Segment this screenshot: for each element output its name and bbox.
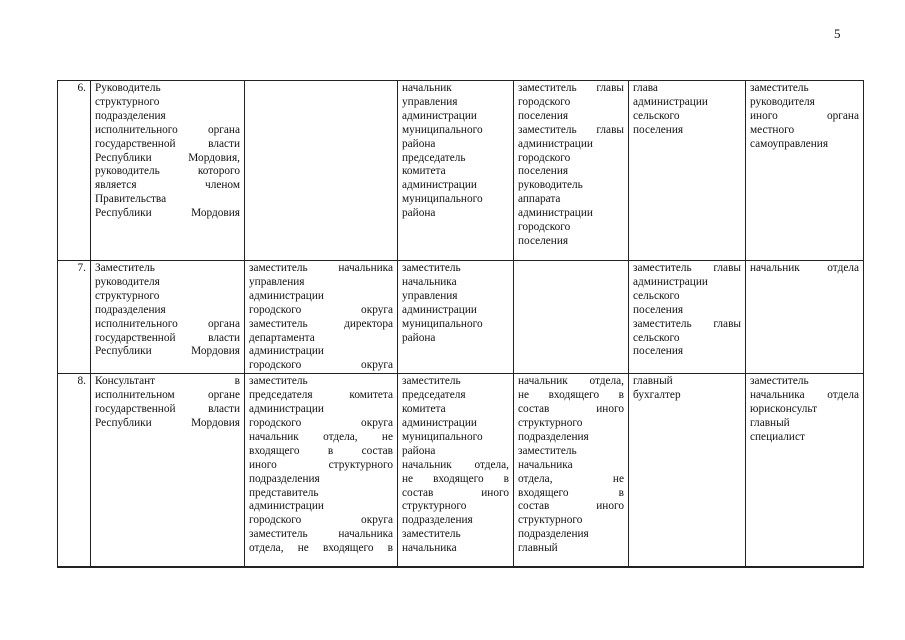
- cell-text-line: главный: [518, 542, 558, 555]
- cell-text-line: бухгалтер: [633, 389, 681, 402]
- table-cell: [398, 261, 514, 374]
- page-number: 5: [834, 26, 841, 41]
- table-cell: [398, 81, 514, 261]
- cell-text-line: поселения: [518, 234, 569, 247]
- cell-text-line: подразделения: [518, 528, 589, 541]
- cell-text-line: Республики Мордовия: [95, 416, 240, 429]
- cell-text-line: самоуправления: [750, 137, 829, 150]
- cell-text-line: администрации: [249, 403, 324, 416]
- row-number: 6.: [58, 81, 91, 261]
- cell-text-line: исполнительном органе: [95, 389, 240, 402]
- cell-text-line: состав иного: [402, 486, 509, 499]
- cell-text-line: городского: [518, 221, 571, 234]
- cell-text-line: района: [402, 207, 436, 220]
- cell-text-line: входящего в: [518, 486, 624, 499]
- cell-text-line: подразделения: [518, 430, 589, 443]
- cell-text-line: заместитель: [750, 375, 809, 388]
- cell-text-line: департамента: [249, 331, 315, 344]
- cell-text-line: городского: [518, 95, 571, 108]
- cell-text-line: государственной власти: [95, 403, 240, 416]
- cell-text-line: не входящего в: [518, 389, 624, 402]
- cell-text-line: председателя комитета: [249, 389, 393, 402]
- cell-text-line: заместитель начальника: [249, 262, 393, 274]
- cell-text-line: администрации: [249, 500, 324, 513]
- cell-text-line: городского округа: [249, 514, 393, 527]
- cell-text-line: начальник отдела, не: [249, 430, 393, 443]
- cell-text-line: заместитель: [249, 375, 308, 388]
- cell-text-line: района: [402, 331, 436, 344]
- cell-text-line: района: [402, 444, 436, 457]
- table-cell: [514, 81, 629, 261]
- cell-text-line: отдела, не: [518, 472, 624, 485]
- cell-text-line: Республики Мордовия: [95, 345, 240, 358]
- cell-text-line: администрации: [518, 137, 593, 150]
- cell-text-line: начальник: [402, 82, 452, 94]
- cell-text-line: главный: [750, 416, 790, 429]
- row-number: 7.: [58, 261, 91, 374]
- cell-text-line: заместитель главы: [633, 262, 741, 274]
- cell-text-line: иного органа: [750, 109, 859, 122]
- cell-text-line: руководителя: [95, 275, 160, 288]
- cell-text-line: исполнительного органа: [95, 317, 240, 330]
- cell-text-line: городского округа: [249, 303, 393, 316]
- cell-text-line: заместитель главы: [518, 82, 624, 94]
- cell-text-line: глава: [633, 82, 658, 94]
- cell-text-line: муниципального: [402, 430, 483, 443]
- cell-text-line: состав иного: [518, 403, 624, 416]
- positions-table: [57, 80, 864, 568]
- cell-text-line: иного структурного: [249, 458, 393, 471]
- cell-text-line: муниципального: [402, 317, 483, 330]
- cell-text-line: заместитель: [402, 375, 461, 388]
- cell-text-line: сельского: [633, 289, 680, 302]
- table-cell: [514, 374, 629, 568]
- cell-text-line: структурного: [95, 289, 160, 302]
- cell-text-line: Республики Мордовия,: [95, 151, 240, 164]
- cell-text-line: начальник отдела,: [402, 458, 509, 471]
- cell-text-line: администрации: [402, 179, 477, 192]
- cell-text-line: председатель: [402, 151, 466, 164]
- cell-text-line: заместитель начальника: [249, 528, 393, 541]
- cell-text-line: администрации: [402, 416, 477, 429]
- cell-text-line: комитета: [402, 165, 446, 178]
- table-cell: [746, 261, 864, 374]
- cell-text-line: поселения: [518, 109, 569, 122]
- cell-text-line: Правительства: [95, 193, 167, 206]
- cell-text-line: отдела, не входящего в: [249, 542, 393, 555]
- cell-text-line: руководитель: [518, 179, 583, 192]
- cell-text-line: главный: [633, 375, 673, 388]
- table-row: [58, 261, 864, 374]
- cell-text-line: аппарата: [518, 193, 561, 206]
- table-cell: [629, 374, 746, 568]
- cell-text-line: исполнительного органа: [95, 123, 240, 136]
- cell-text-line: поселения: [633, 123, 684, 136]
- table-cell: [629, 81, 746, 261]
- cell-text-line: входящего в состав: [249, 444, 393, 457]
- cell-text-line: подразделения: [249, 472, 320, 485]
- table-cell: [746, 374, 864, 568]
- cell-text-line: начальник отдела,: [518, 375, 624, 388]
- cell-text-line: не входящего в: [402, 472, 509, 485]
- table-cell: [245, 81, 398, 261]
- cell-text-line: поселения: [633, 303, 684, 316]
- cell-text-line: состав иного: [518, 500, 624, 513]
- cell-text-line: городского округа: [249, 359, 393, 372]
- cell-text-line: структурного: [518, 416, 583, 429]
- cell-text-line: структурного: [402, 500, 467, 513]
- cell-text-line: начальника: [402, 275, 457, 288]
- cell-text-line: поселения: [633, 345, 684, 358]
- table-cell: [91, 81, 245, 261]
- cell-text-line: поселения: [518, 165, 569, 178]
- cell-text-line: администрации: [402, 109, 477, 122]
- cell-text-line: заместитель главы: [518, 123, 624, 136]
- table-cell: [245, 374, 398, 568]
- cell-text-line: муниципального: [402, 123, 483, 136]
- cell-text-line: администрации: [249, 345, 324, 358]
- cell-text-line: администрации: [633, 95, 708, 108]
- table-row: [58, 374, 864, 568]
- table-cell: [91, 374, 245, 568]
- cell-text-line: сельского: [633, 331, 680, 344]
- table-cell: [746, 81, 864, 261]
- table-cell: [91, 261, 245, 374]
- table-cell: [629, 261, 746, 374]
- cell-text-line: заместитель: [402, 528, 461, 541]
- cell-text-line: подразделения: [402, 514, 473, 527]
- cell-text-line: администрации: [518, 207, 593, 220]
- cell-text-line: администрации: [633, 275, 708, 288]
- cell-text-line: комитета: [402, 403, 446, 416]
- table-cell: [398, 374, 514, 568]
- cell-text-line: управления: [249, 275, 305, 288]
- cell-text-line: начальника отдела: [750, 389, 859, 402]
- cell-text-line: руководителя: [750, 95, 815, 108]
- cell-text-line: Консультант в: [95, 375, 240, 388]
- cell-text-line: сельского: [633, 109, 680, 122]
- cell-text-line: городского округа: [249, 416, 393, 429]
- cell-text-line: управления: [402, 95, 458, 108]
- cell-text-line: Республики Мордовия: [95, 207, 240, 220]
- cell-text-line: заместитель: [518, 444, 577, 457]
- table-row: [58, 81, 864, 261]
- cell-text-line: структурного: [95, 95, 160, 108]
- cell-text-line: муниципального: [402, 193, 483, 206]
- row-number: 8.: [58, 374, 91, 568]
- cell-text-line: Руководитель: [95, 82, 161, 94]
- cell-text-line: заместитель: [750, 82, 809, 94]
- cell-text-line: городского: [518, 151, 571, 164]
- table-cell: [245, 261, 398, 374]
- cell-text-line: государственной власти: [95, 331, 240, 344]
- cell-text-line: администрации: [402, 303, 477, 316]
- cell-text-line: Заместитель: [95, 262, 155, 274]
- cell-text-line: руководитель которого: [95, 165, 240, 178]
- cell-text-line: подразделения: [95, 109, 166, 122]
- cell-text-line: управления: [402, 289, 458, 302]
- cell-text-line: заместитель: [402, 262, 461, 274]
- cell-text-line: специалист: [750, 430, 805, 443]
- cell-text-line: заместитель директора: [249, 317, 393, 330]
- cell-text-line: начальника: [518, 458, 573, 471]
- cell-text-line: юрисконсульт: [750, 403, 818, 416]
- cell-text-line: местного: [750, 123, 795, 136]
- cell-text-line: начальник отдела: [750, 262, 859, 274]
- cell-text-line: государственной власти: [95, 137, 240, 150]
- cell-text-line: председателя: [402, 389, 466, 402]
- cell-text-line: начальника: [402, 542, 457, 555]
- cell-text-line: района: [402, 137, 436, 150]
- cell-text-line: представитель: [249, 486, 319, 499]
- cell-text-line: заместитель главы: [633, 317, 741, 330]
- cell-text-line: подразделения: [95, 303, 166, 316]
- cell-text-line: администрации: [249, 289, 324, 302]
- table-cell: [514, 261, 629, 374]
- cell-text-line: является членом: [95, 179, 240, 192]
- cell-text-line: структурного: [518, 514, 583, 527]
